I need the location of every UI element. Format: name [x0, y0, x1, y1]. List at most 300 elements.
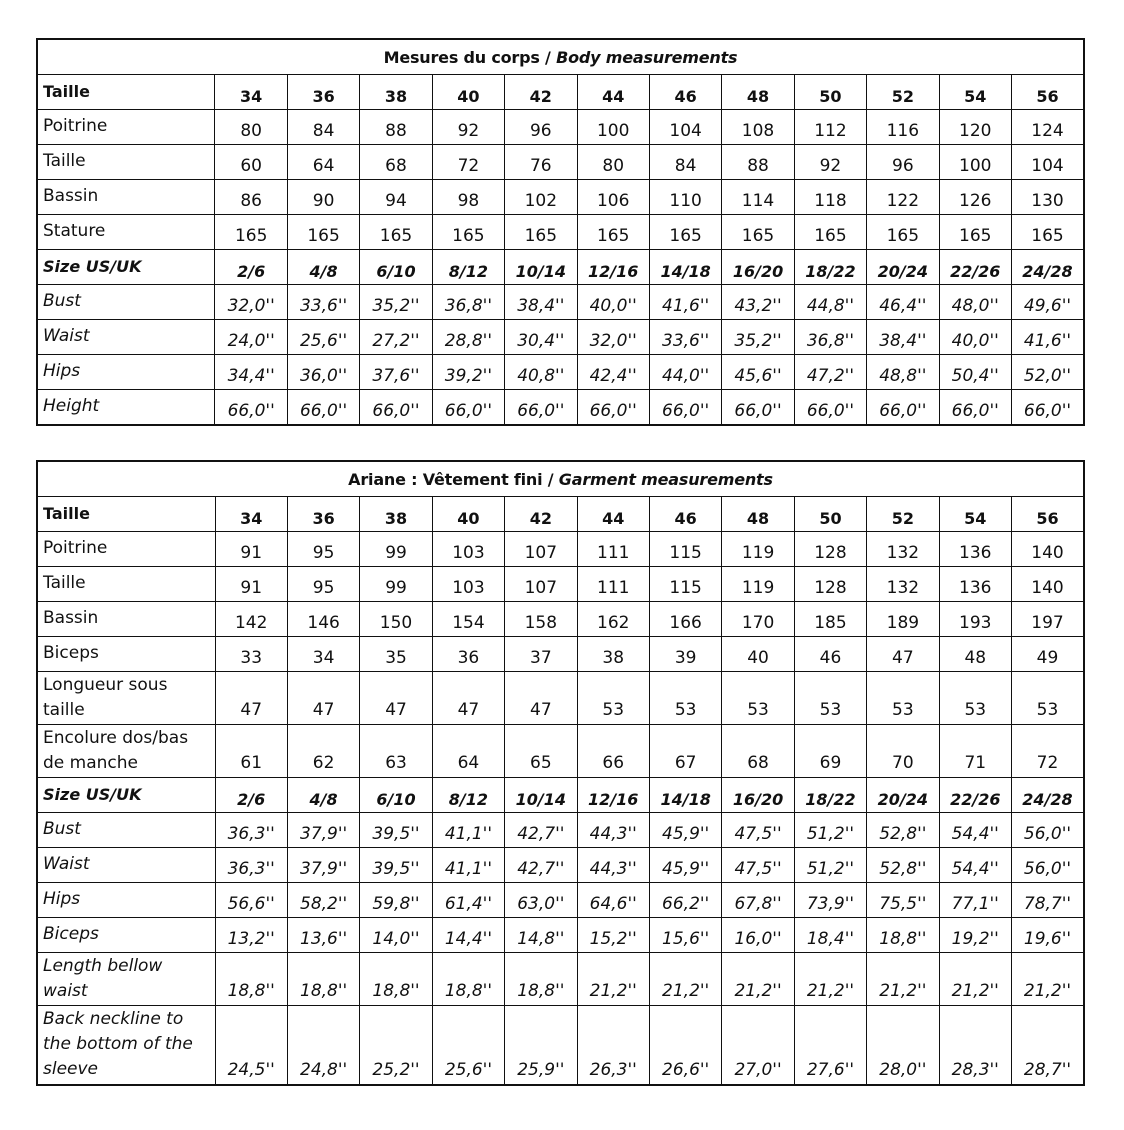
table-cell: 32,0'' [577, 320, 649, 355]
table-cell: 63,0'' [505, 883, 577, 918]
table-cell: 66,0'' [505, 390, 577, 425]
table-cell: 67,8'' [722, 883, 794, 918]
table-cell: 59,8'' [360, 883, 432, 918]
table-cell: 124 [1011, 110, 1084, 145]
table-cell: 30,4'' [505, 320, 577, 355]
table-cell: 100 [577, 110, 649, 145]
table-cell: 96 [867, 145, 939, 180]
table-cell: 119 [722, 567, 794, 602]
table-cell: 47,2'' [794, 355, 866, 390]
row-label: Stature [37, 215, 215, 250]
table-cell: 35,2'' [360, 285, 432, 320]
table-cell: 16,0'' [722, 918, 794, 953]
table-cell: 36 [432, 637, 504, 672]
table-cell: 50 [794, 497, 866, 532]
table-cell: 37,9'' [287, 848, 359, 883]
table-cell: 40,8'' [505, 355, 577, 390]
table-cell: 66,0'' [649, 390, 721, 425]
row-label: Biceps [37, 637, 215, 672]
row-label: Length bellow waist [37, 953, 215, 1006]
table-cell: 40,0'' [939, 320, 1011, 355]
table-cell: 165 [432, 215, 504, 250]
table-cell: 72 [1011, 725, 1084, 778]
table-cell: 47,5'' [722, 848, 794, 883]
table-cell: 25,2'' [360, 1006, 432, 1085]
table-cell: 132 [867, 567, 939, 602]
table-cell: 14,8'' [505, 918, 577, 953]
table-cell: 110 [649, 180, 721, 215]
row-label: Longueur sous taille [37, 672, 215, 725]
table-cell: 18,8'' [215, 953, 287, 1006]
table-cell: 54,4'' [939, 813, 1011, 848]
table-cell: 24,8'' [287, 1006, 359, 1085]
table-cell: 53 [722, 672, 794, 725]
table-cell: 8/12 [432, 250, 504, 285]
table-cell: 36,0'' [287, 355, 359, 390]
table-cell: 44 [577, 497, 649, 532]
row-label: Bust [37, 285, 215, 320]
row-label: Bassin [37, 180, 215, 215]
table-cell: 162 [577, 602, 649, 637]
table-cell: 38 [360, 497, 432, 532]
table-cell: 115 [649, 567, 721, 602]
table-cell: 42 [505, 497, 577, 532]
table-cell: 193 [939, 602, 1011, 637]
table-row [37, 532, 1084, 567]
table-cell: 18/22 [794, 778, 866, 813]
table-cell: 18,8'' [432, 953, 504, 1006]
table-cell: 18,8'' [360, 953, 432, 1006]
table-cell: 28,3'' [939, 1006, 1011, 1085]
table-row [37, 637, 1084, 672]
table-cell: 18,8'' [867, 918, 939, 953]
table-cell: 12/16 [577, 778, 649, 813]
table-cell: 52,0'' [1011, 355, 1084, 390]
table-cell: 80 [215, 110, 287, 145]
table-cell: 33,6'' [649, 320, 721, 355]
table-cell: 38 [577, 637, 649, 672]
table-cell: 64,6'' [577, 883, 649, 918]
table-cell: 47 [432, 672, 504, 725]
row-label: Bust [37, 813, 215, 848]
table-cell: 40 [432, 497, 504, 532]
table-cell: 34,4'' [215, 355, 287, 390]
table-cell: 20/24 [867, 250, 939, 285]
table-cell: 66,0'' [577, 390, 649, 425]
table-cell: 56 [1011, 497, 1084, 532]
table-cell: 46,4'' [867, 285, 939, 320]
table-cell: 66,0'' [360, 390, 432, 425]
table-row [37, 320, 1084, 355]
table-cell: 86 [215, 180, 287, 215]
table-cell: 61 [215, 725, 287, 778]
table-row [37, 848, 1084, 883]
row-label: Back neckline to the bottom of the sleeve [37, 1006, 215, 1085]
table-cell: 34 [287, 637, 359, 672]
table-cell: 62 [287, 725, 359, 778]
table-cell: 38 [360, 75, 432, 110]
table-cell: 21,2'' [649, 953, 721, 1006]
table-cell: 99 [360, 567, 432, 602]
table-cell: 80 [577, 145, 649, 180]
table-row [37, 1006, 1084, 1085]
table-cell: 37,6'' [360, 355, 432, 390]
table-cell: 88 [722, 145, 794, 180]
table-cell: 36 [287, 75, 359, 110]
table-cell: 73,9'' [794, 883, 866, 918]
body-measurements-body [37, 39, 1084, 425]
table-cell: 42,7'' [505, 848, 577, 883]
table-cell: 44,8'' [794, 285, 866, 320]
table-cell: 35 [360, 637, 432, 672]
table-cell: 47 [505, 672, 577, 725]
table-cell: 67 [649, 725, 721, 778]
table-cell: 56,0'' [1011, 813, 1084, 848]
table-row [37, 110, 1084, 145]
table-cell: 21,2'' [939, 953, 1011, 1006]
table-cell: 53 [794, 672, 866, 725]
table-cell: 77,1'' [939, 883, 1011, 918]
table-cell: 39 [649, 637, 721, 672]
table-cell: 52 [867, 75, 939, 110]
row-label: Hips [37, 883, 215, 918]
table-cell: 94 [360, 180, 432, 215]
table-cell: 56 [1011, 75, 1084, 110]
table-cell: 24/28 [1011, 250, 1084, 285]
table-cell: 25,6'' [432, 1006, 504, 1085]
row-label: Poitrine [37, 532, 215, 567]
table-cell: 111 [577, 567, 649, 602]
table-cell: 48 [722, 497, 794, 532]
table-cell: 108 [722, 110, 794, 145]
table-cell: 98 [432, 180, 504, 215]
table-cell: 68 [722, 725, 794, 778]
table-cell: 52 [867, 497, 939, 532]
table-cell: 99 [360, 532, 432, 567]
row-label: Taille [37, 75, 215, 110]
table-cell: 44,3'' [577, 848, 649, 883]
table-row [37, 390, 1084, 425]
garment-measurements-table [36, 460, 1085, 1086]
table-cell: 10/14 [505, 778, 577, 813]
table-cell: 39,5'' [360, 813, 432, 848]
table-cell: 6/10 [360, 778, 432, 813]
row-label: Bassin [37, 602, 215, 637]
table-cell: 140 [1011, 532, 1084, 567]
table-cell: 14/18 [649, 778, 721, 813]
table-cell: 165 [722, 215, 794, 250]
table-cell: 104 [649, 110, 721, 145]
table-cell: 45,9'' [649, 813, 721, 848]
table-cell: 38,4'' [505, 285, 577, 320]
table-cell: 120 [939, 110, 1011, 145]
table-cell: 142 [215, 602, 287, 637]
table-cell: 44 [577, 75, 649, 110]
table-cell: 78,7'' [1011, 883, 1084, 918]
table-cell: 19,6'' [1011, 918, 1084, 953]
table-cell: 115 [649, 532, 721, 567]
table-cell: 41,6'' [649, 285, 721, 320]
table-cell: 47 [287, 672, 359, 725]
table-row [37, 778, 1084, 813]
table-cell: 126 [939, 180, 1011, 215]
table-cell: 53 [649, 672, 721, 725]
title-en: Garment measurements [558, 469, 773, 489]
table-row [37, 180, 1084, 215]
table-cell: 27,6'' [794, 1006, 866, 1085]
table-cell: 47 [215, 672, 287, 725]
table-cell: 165 [360, 215, 432, 250]
row-label: Taille [37, 145, 215, 180]
table-cell: 165 [939, 215, 1011, 250]
table-cell: 26,6'' [649, 1006, 721, 1085]
table-cell: 27,2'' [360, 320, 432, 355]
table-title [37, 461, 1084, 497]
table-cell: 19,2'' [939, 918, 1011, 953]
table-cell: 60 [215, 145, 287, 180]
row-label: Hips [37, 355, 215, 390]
table-cell: 130 [1011, 180, 1084, 215]
table-cell: 158 [505, 602, 577, 637]
table-cell: 4/8 [287, 250, 359, 285]
table-cell: 50 [794, 75, 866, 110]
table-title [37, 39, 1084, 75]
table-cell: 165 [794, 215, 866, 250]
table-cell: 106 [577, 180, 649, 215]
table-cell: 35,2'' [722, 320, 794, 355]
table-cell: 53 [577, 672, 649, 725]
table-cell: 13,6'' [287, 918, 359, 953]
table-cell: 34 [215, 497, 287, 532]
table-cell: 53 [1011, 672, 1084, 725]
table-cell: 71 [939, 725, 1011, 778]
table-cell: 84 [287, 110, 359, 145]
table-cell: 185 [794, 602, 866, 637]
table-cell: 122 [867, 180, 939, 215]
table-cell: 75,5'' [867, 883, 939, 918]
table-cell: 68 [360, 145, 432, 180]
table-row [37, 725, 1084, 778]
table-cell: 165 [649, 215, 721, 250]
table-cell: 8/12 [432, 778, 504, 813]
table-cell: 21,2'' [794, 953, 866, 1006]
table-cell: 52,8'' [867, 848, 939, 883]
table-cell: 14/18 [649, 250, 721, 285]
table-cell: 24/28 [1011, 778, 1084, 813]
table-cell: 36,3'' [215, 813, 287, 848]
table-cell: 61,4'' [432, 883, 504, 918]
table-cell: 28,7'' [1011, 1006, 1084, 1085]
table-cell: 103 [432, 567, 504, 602]
table-cell: 103 [432, 532, 504, 567]
title-fr: Ariane : Vêtement fini / [348, 469, 554, 489]
table-cell: 42,4'' [577, 355, 649, 390]
table-cell: 111 [577, 532, 649, 567]
table-cell: 28,0'' [867, 1006, 939, 1085]
table-cell: 165 [577, 215, 649, 250]
table-cell: 116 [867, 110, 939, 145]
table-cell: 91 [215, 567, 287, 602]
table-cell: 84 [649, 145, 721, 180]
table-cell: 21,2'' [867, 953, 939, 1006]
table-cell: 15,2'' [577, 918, 649, 953]
table-cell: 48,8'' [867, 355, 939, 390]
table-cell: 4/8 [287, 778, 359, 813]
table-cell: 21,2'' [1011, 953, 1084, 1006]
table-cell: 2/6 [215, 250, 287, 285]
table-row [37, 355, 1084, 390]
table-cell: 18,8'' [505, 953, 577, 1006]
table-cell: 76 [505, 145, 577, 180]
row-label: Taille [37, 567, 215, 602]
table-cell: 43,2'' [722, 285, 794, 320]
table-cell: 51,2'' [794, 813, 866, 848]
table-cell: 14,4'' [432, 918, 504, 953]
table-cell: 132 [867, 532, 939, 567]
table-cell: 90 [287, 180, 359, 215]
table-cell: 16/20 [722, 778, 794, 813]
table-cell: 24,5'' [215, 1006, 287, 1085]
table-cell: 154 [432, 602, 504, 637]
table-cell: 197 [1011, 602, 1084, 637]
table-cell: 26,3'' [577, 1006, 649, 1085]
table-cell: 65 [505, 725, 577, 778]
table-cell: 49 [1011, 637, 1084, 672]
table-cell: 40,0'' [577, 285, 649, 320]
table-cell: 47 [867, 637, 939, 672]
table-cell: 92 [794, 145, 866, 180]
table-cell: 48 [939, 637, 1011, 672]
table-cell: 58,2'' [287, 883, 359, 918]
row-label: Height [37, 390, 215, 425]
table-cell: 96 [505, 110, 577, 145]
table-cell: 72 [432, 145, 504, 180]
table-cell: 2/6 [215, 778, 287, 813]
table-cell: 40 [722, 637, 794, 672]
table-cell: 66,0'' [1011, 390, 1084, 425]
table-cell: 36,3'' [215, 848, 287, 883]
table-cell: 128 [794, 567, 866, 602]
table-cell: 165 [215, 215, 287, 250]
table-cell: 18,4'' [794, 918, 866, 953]
table-row [37, 285, 1084, 320]
table-cell: 33,6'' [287, 285, 359, 320]
table-cell: 37 [505, 637, 577, 672]
table-cell: 21,2'' [722, 953, 794, 1006]
table-cell: 41,6'' [1011, 320, 1084, 355]
row-label: Waist [37, 320, 215, 355]
row-label: Size US/UK [37, 250, 215, 285]
table-cell: 118 [794, 180, 866, 215]
table-cell: 44,3'' [577, 813, 649, 848]
table-cell: 47,5'' [722, 813, 794, 848]
table-cell: 28,8'' [432, 320, 504, 355]
table-row [37, 918, 1084, 953]
table-cell: 25,6'' [287, 320, 359, 355]
table-cell: 22/26 [939, 778, 1011, 813]
table-row [37, 953, 1084, 1006]
table-cell: 13,2'' [215, 918, 287, 953]
table-cell: 66,0'' [432, 390, 504, 425]
table-cell: 54,4'' [939, 848, 1011, 883]
table-cell: 21,2'' [577, 953, 649, 1006]
table-cell: 37,9'' [287, 813, 359, 848]
table-cell: 25,9'' [505, 1006, 577, 1085]
table-cell: 39,5'' [360, 848, 432, 883]
title-en: Body measurements [556, 47, 738, 67]
table-cell: 46 [649, 497, 721, 532]
table-cell: 18/22 [794, 250, 866, 285]
table-cell: 53 [939, 672, 1011, 725]
table-cell: 20/24 [867, 778, 939, 813]
table-cell: 88 [360, 110, 432, 145]
table-cell: 52,8'' [867, 813, 939, 848]
table-cell: 112 [794, 110, 866, 145]
table-cell: 66,0'' [215, 390, 287, 425]
garment-measurements-body [37, 461, 1084, 1085]
row-label: Biceps [37, 918, 215, 953]
table-cell: 27,0'' [722, 1006, 794, 1085]
row-label: Taille [37, 497, 215, 532]
table-cell: 53 [867, 672, 939, 725]
table-cell: 66,0'' [939, 390, 1011, 425]
table-cell: 114 [722, 180, 794, 215]
table-row [37, 250, 1084, 285]
table-cell: 70 [867, 725, 939, 778]
table-cell: 95 [287, 567, 359, 602]
table-cell: 12/16 [577, 250, 649, 285]
table-cell: 66,0'' [867, 390, 939, 425]
table-row [37, 215, 1084, 250]
row-label: Waist [37, 848, 215, 883]
table-cell: 66,0'' [722, 390, 794, 425]
table-cell: 47 [360, 672, 432, 725]
table-cell: 48 [722, 75, 794, 110]
table-cell: 119 [722, 532, 794, 567]
table-row [37, 145, 1084, 180]
table-cell: 41,1'' [432, 813, 504, 848]
table-cell: 33 [215, 637, 287, 672]
table-row [37, 602, 1084, 637]
table-cell: 38,4'' [867, 320, 939, 355]
table-cell: 14,0'' [360, 918, 432, 953]
table-cell: 16/20 [722, 250, 794, 285]
table-cell: 54 [939, 497, 1011, 532]
table-cell: 46 [794, 637, 866, 672]
table-cell: 107 [505, 567, 577, 602]
table-cell: 140 [1011, 567, 1084, 602]
table-cell: 56,6'' [215, 883, 287, 918]
table-cell: 56,0'' [1011, 848, 1084, 883]
table-cell: 128 [794, 532, 866, 567]
table-cell: 36,8'' [794, 320, 866, 355]
row-label: Encolure dos/bas de manche [37, 725, 215, 778]
table-cell: 165 [287, 215, 359, 250]
table-cell: 48,0'' [939, 285, 1011, 320]
table-row [37, 567, 1084, 602]
table-cell: 22/26 [939, 250, 1011, 285]
table-cell: 42 [505, 75, 577, 110]
table-cell: 36 [287, 497, 359, 532]
table-cell: 64 [287, 145, 359, 180]
table-cell: 32,0'' [215, 285, 287, 320]
table-row [37, 75, 1084, 110]
title-fr: Mesures du corps / [383, 47, 551, 67]
table-cell: 102 [505, 180, 577, 215]
table-cell: 24,0'' [215, 320, 287, 355]
table-cell: 66 [577, 725, 649, 778]
table-cell: 42,7'' [505, 813, 577, 848]
